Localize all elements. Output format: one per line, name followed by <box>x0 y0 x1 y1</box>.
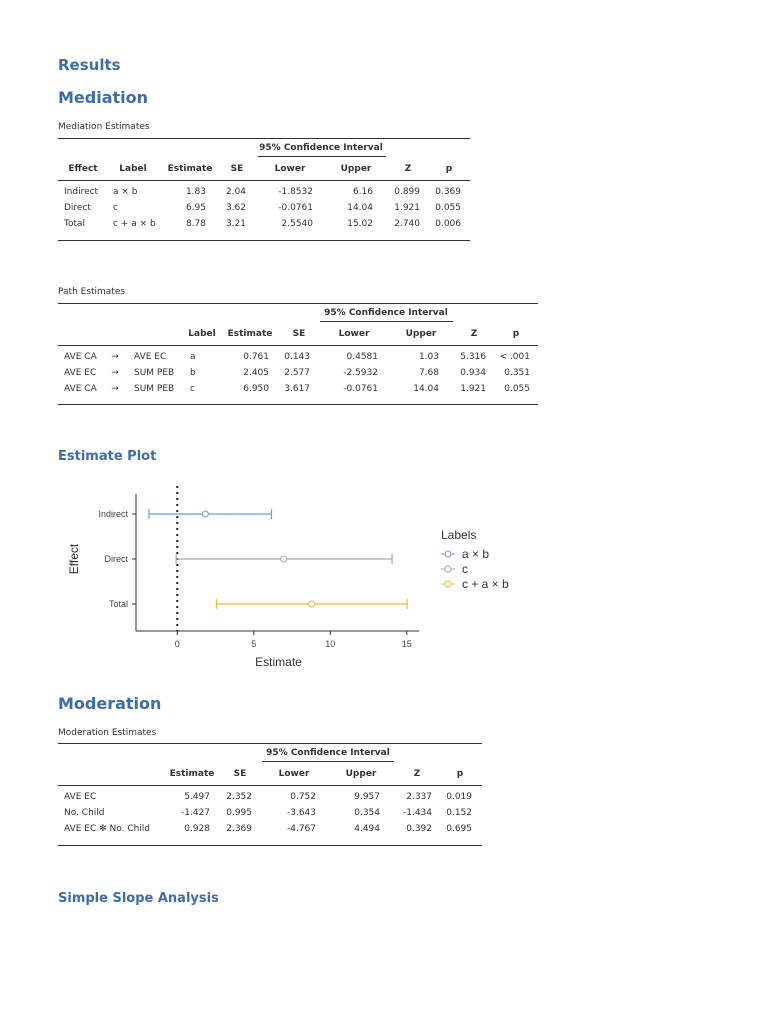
moderation-table <box>58 743 482 846</box>
table-cell: -1.8532 <box>278 187 313 197</box>
table-cell: 0.899 <box>394 187 420 197</box>
column-header: Z <box>404 164 412 174</box>
legend-key-point <box>445 566 451 572</box>
moderation-heading: Moderation <box>58 694 162 713</box>
table-cell: -4.767 <box>286 824 316 834</box>
legend-label: c + a × b <box>462 577 509 591</box>
header-rule <box>58 180 470 181</box>
table-cell: Total <box>64 219 86 229</box>
legend-label: c <box>462 562 468 576</box>
x-axis-label: Estimate <box>255 655 302 669</box>
table-cell: < .001 <box>499 352 530 362</box>
table-cell: 2.577 <box>284 368 310 378</box>
table-cell: 0.055 <box>435 203 461 213</box>
column-header: Lower <box>338 329 370 339</box>
column-header: p <box>445 164 453 174</box>
column-header: Upper <box>405 329 437 339</box>
table-cell: 14.04 <box>413 384 439 394</box>
path-table-caption: Path Estimates <box>58 287 126 297</box>
table-cell: 0.752 <box>290 792 316 802</box>
table-cell: 6.95 <box>185 203 206 213</box>
table-cell: 3.21 <box>225 219 246 229</box>
table-cell: 7.68 <box>418 368 439 378</box>
table-cell: → <box>111 384 119 394</box>
table-cell: -3.643 <box>286 808 316 818</box>
table-cell: 1.83 <box>185 187 206 197</box>
simple-slope-heading: Simple Slope Analysis <box>58 891 219 906</box>
table-cell: AVE EC <box>64 368 97 378</box>
table-cell: c + a × b <box>113 219 156 229</box>
table-cell: 0.995 <box>226 808 252 818</box>
path-table <box>58 303 538 405</box>
column-header: Label <box>188 329 216 339</box>
table-cell: AVE EC ✻ No. Child <box>64 824 151 834</box>
estimate-point <box>309 601 315 607</box>
table-cell: 2.405 <box>243 368 269 378</box>
legend-title: Labels <box>441 528 477 542</box>
moderation-table-caption: Moderation Estimates <box>58 728 157 738</box>
y-axis-label: Effect <box>67 543 81 575</box>
table-cell: 15.02 <box>347 219 373 229</box>
table-cell: 6.950 <box>243 384 269 394</box>
table-cell: c <box>113 203 118 213</box>
table-cell: SUM PEB <box>134 368 175 378</box>
table-cell: AVE CA <box>64 352 97 362</box>
ci-underline <box>262 761 394 762</box>
column-header: Lower <box>278 769 310 779</box>
x-tick-label: 10 <box>325 639 336 649</box>
estimate-plot-heading: Estimate Plot <box>58 449 157 464</box>
table-cell: b <box>190 368 196 378</box>
estimate-plot <box>58 480 538 680</box>
x-tick-label: 0 <box>174 639 180 649</box>
y-tick-label: Indirect <box>98 509 128 519</box>
ci-underline <box>320 321 453 322</box>
table-cell: Indirect <box>64 187 99 197</box>
estimate-point <box>202 511 208 517</box>
table-cell: 14.04 <box>347 203 373 213</box>
table-cell: 0.928 <box>184 824 210 834</box>
table-cell: Direct <box>64 203 91 213</box>
column-header: p <box>512 329 520 339</box>
estimate-point <box>281 556 287 562</box>
table-cell: 0.695 <box>446 824 472 834</box>
column-header: Estimate <box>227 329 273 339</box>
ci-header: 95% Confidence Interval <box>259 143 383 153</box>
table-cell: SUM PEB <box>134 384 175 394</box>
table-cell: 2.5540 <box>281 219 313 229</box>
column-header: Z <box>470 329 478 339</box>
table-cell: a × b <box>113 187 138 197</box>
column-header: Estimate <box>169 769 215 779</box>
table-cell: 1.921 <box>394 203 420 213</box>
header-rule <box>58 785 482 786</box>
table-cell: 1.03 <box>418 352 439 362</box>
table-cell: 4.494 <box>354 824 380 834</box>
table-cell: 0.4581 <box>346 352 378 362</box>
column-header: Upper <box>340 164 372 174</box>
column-header: Lower <box>274 164 306 174</box>
table-cell: 3.617 <box>284 384 310 394</box>
mediation-heading: Mediation <box>58 88 149 107</box>
table-cell: 0.934 <box>460 368 486 378</box>
table-cell: 0.019 <box>446 792 472 802</box>
table-cell: No. Child <box>64 808 105 818</box>
ci-header: 95% Confidence Interval <box>266 748 390 758</box>
column-header: Effect <box>68 164 98 174</box>
table-cell: 0.351 <box>504 368 530 378</box>
ci-underline <box>258 156 386 157</box>
legend-label: a × b <box>462 547 490 561</box>
table-cell: 8.78 <box>185 219 206 229</box>
column-header: Label <box>119 164 147 174</box>
table-cell: 5.497 <box>184 792 210 802</box>
y-tick-label: Direct <box>104 554 128 564</box>
column-header: Z <box>413 769 421 779</box>
mediation-table <box>58 138 470 241</box>
table-cell: 0.143 <box>284 352 310 362</box>
y-tick-label: Total <box>108 599 128 609</box>
table-cell: 1.921 <box>460 384 486 394</box>
table-cell: 9.957 <box>354 792 380 802</box>
legend-key-point <box>445 581 451 587</box>
table-cell: AVE EC <box>64 792 97 802</box>
mediation-table-caption: Mediation Estimates <box>58 122 150 132</box>
table-cell: 3.62 <box>225 203 246 213</box>
table-cell: 0.354 <box>354 808 380 818</box>
table-cell: 2.740 <box>394 219 420 229</box>
table-cell: -2.5932 <box>343 368 378 378</box>
table-cell: 2.352 <box>226 792 252 802</box>
table-cell: AVE EC <box>134 352 167 362</box>
table-cell: 0.152 <box>446 808 472 818</box>
table-cell: 2.337 <box>406 792 432 802</box>
table-cell: 0.369 <box>435 187 461 197</box>
table-cell: 0.761 <box>243 352 269 362</box>
table-cell: -1.427 <box>180 808 210 818</box>
table-cell: AVE CA <box>64 384 97 394</box>
column-header: Upper <box>345 769 377 779</box>
table-cell: 2.04 <box>225 187 246 197</box>
x-tick-label: 5 <box>251 639 257 649</box>
column-header: SE <box>292 329 306 339</box>
table-cell: → <box>111 368 119 378</box>
column-header: SE <box>233 769 247 779</box>
table-cell: 0.392 <box>406 824 432 834</box>
table-cell: -0.0761 <box>278 203 313 213</box>
x-tick-label: 15 <box>401 639 412 649</box>
results-heading: Results <box>58 56 121 74</box>
table-cell: 5.316 <box>460 352 486 362</box>
table-cell: -0.0761 <box>343 384 378 394</box>
table-cell: → <box>111 352 119 362</box>
ci-header: 95% Confidence Interval <box>324 308 448 318</box>
table-cell: c <box>190 384 195 394</box>
table-cell: 0.006 <box>435 219 461 229</box>
table-cell: 0.055 <box>504 384 530 394</box>
table-cell: a <box>190 352 196 362</box>
header-rule <box>58 345 538 346</box>
table-cell: -1.434 <box>402 808 432 818</box>
table-cell: 6.16 <box>352 187 373 197</box>
table-cell: 2.369 <box>226 824 252 834</box>
legend-key-point <box>445 551 451 557</box>
column-header: Estimate <box>167 164 213 174</box>
column-header: p <box>456 769 464 779</box>
column-header: SE <box>230 164 244 174</box>
